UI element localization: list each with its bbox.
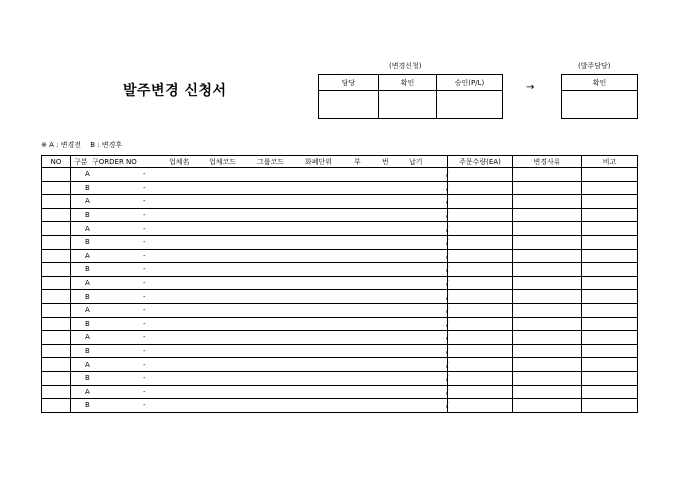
row-order-no: - bbox=[143, 306, 146, 315]
table-row bbox=[42, 385, 638, 399]
table-row bbox=[42, 276, 638, 290]
row-quantity-separator: / bbox=[446, 251, 449, 260]
approval-cell-manager[interactable] bbox=[319, 91, 379, 119]
header-reason: 변경사유 bbox=[513, 156, 582, 168]
row-order-no: - bbox=[143, 387, 146, 396]
row-type: B bbox=[85, 265, 90, 274]
row-main-cell[interactable] bbox=[71, 222, 448, 236]
row-order-no: - bbox=[143, 170, 146, 179]
row-remarks-cell[interactable] bbox=[582, 290, 638, 304]
order-manager-cell-confirm[interactable] bbox=[562, 91, 638, 119]
row-main-cell[interactable] bbox=[71, 181, 448, 195]
row-type: B bbox=[85, 319, 90, 328]
table-row bbox=[42, 290, 638, 304]
row-remarks-cell[interactable] bbox=[582, 385, 638, 399]
row-quantity-cell[interactable] bbox=[448, 371, 513, 385]
table-row bbox=[42, 222, 638, 236]
row-quantity-separator: / bbox=[446, 224, 449, 233]
row-main-cell[interactable] bbox=[71, 249, 448, 263]
row-order-no: - bbox=[143, 265, 146, 274]
table-row bbox=[42, 181, 638, 195]
row-main-cell[interactable] bbox=[71, 168, 448, 182]
row-no-cell[interactable] bbox=[42, 208, 71, 222]
approval-header-confirm: 확인 bbox=[379, 75, 437, 91]
row-remarks-cell[interactable] bbox=[582, 399, 638, 413]
row-reason-cell[interactable] bbox=[513, 235, 582, 249]
row-type: A bbox=[85, 197, 90, 206]
row-order-no: - bbox=[143, 347, 146, 356]
row-quantity-separator: / bbox=[446, 333, 449, 342]
row-reason-cell[interactable] bbox=[513, 371, 582, 385]
row-no-cell[interactable] bbox=[42, 249, 71, 263]
approval-header-manager: 담당 bbox=[319, 75, 379, 91]
row-remarks-cell[interactable] bbox=[582, 249, 638, 263]
row-reason-cell[interactable] bbox=[513, 344, 582, 358]
header-remarks: 비고 bbox=[582, 156, 638, 168]
row-remarks-cell[interactable] bbox=[582, 168, 638, 182]
row-quantity-cell[interactable] bbox=[448, 195, 513, 209]
row-reason-cell[interactable] bbox=[513, 195, 582, 209]
arrow: → bbox=[526, 82, 535, 93]
row-remarks-cell[interactable] bbox=[582, 181, 638, 195]
row-type: B bbox=[85, 401, 90, 410]
row-reason-cell[interactable] bbox=[513, 222, 582, 236]
row-type: A bbox=[85, 279, 90, 288]
row-quantity-separator: / bbox=[446, 265, 449, 274]
row-quantity-cell[interactable] bbox=[448, 208, 513, 222]
row-main-cell[interactable] bbox=[71, 371, 448, 385]
order-change-table bbox=[41, 155, 638, 413]
row-no-cell[interactable] bbox=[42, 331, 71, 345]
row-no-cell[interactable] bbox=[42, 195, 71, 209]
row-quantity-cell[interactable] bbox=[448, 344, 513, 358]
row-quantity-cell[interactable] bbox=[448, 290, 513, 304]
row-reason-cell[interactable] bbox=[513, 358, 582, 372]
row-type: B bbox=[85, 374, 90, 383]
table-row bbox=[42, 208, 638, 222]
order-manager-approval-box bbox=[561, 74, 638, 119]
header-number: 번 bbox=[382, 157, 389, 166]
row-quantity-separator: / bbox=[446, 183, 449, 192]
header-part: 부 bbox=[354, 157, 361, 166]
row-main-cell[interactable] bbox=[71, 290, 448, 304]
row-order-no: - bbox=[143, 319, 146, 328]
row-reason-cell[interactable] bbox=[513, 181, 582, 195]
row-quantity-separator: / bbox=[446, 238, 449, 247]
row-reason-cell[interactable] bbox=[513, 399, 582, 413]
row-no-cell[interactable] bbox=[42, 317, 71, 331]
header-group-code: 그룹코드 bbox=[257, 157, 285, 166]
row-quantity-cell[interactable] bbox=[448, 181, 513, 195]
row-remarks-cell[interactable] bbox=[582, 222, 638, 236]
row-main-cell[interactable] bbox=[71, 317, 448, 331]
header-delivery: 납기 bbox=[409, 157, 423, 166]
row-quantity-cell[interactable] bbox=[448, 276, 513, 290]
row-no-cell[interactable] bbox=[42, 371, 71, 385]
document-title: 발주변경 신청서 bbox=[123, 83, 227, 99]
row-order-no: - bbox=[143, 360, 146, 369]
row-reason-cell[interactable] bbox=[513, 168, 582, 182]
table-row bbox=[42, 331, 638, 345]
row-type: B bbox=[85, 347, 90, 356]
order-manager-header-confirm: 확인 bbox=[562, 75, 638, 91]
row-no-cell[interactable] bbox=[42, 399, 71, 413]
row-reason-cell[interactable] bbox=[513, 290, 582, 304]
row-main-cell[interactable] bbox=[71, 331, 448, 345]
row-order-no: - bbox=[143, 374, 146, 383]
row-order-no: - bbox=[143, 333, 146, 342]
row-reason-cell[interactable] bbox=[513, 276, 582, 290]
row-order-no: - bbox=[143, 401, 146, 410]
row-remarks-cell[interactable] bbox=[582, 358, 638, 372]
row-reason-cell[interactable] bbox=[513, 263, 582, 277]
row-main-cell[interactable] bbox=[71, 263, 448, 277]
row-quantity-cell[interactable] bbox=[448, 385, 513, 399]
row-main-cell[interactable] bbox=[71, 235, 448, 249]
row-type: B bbox=[85, 292, 90, 301]
row-remarks-cell[interactable] bbox=[582, 276, 638, 290]
row-no-cell[interactable] bbox=[42, 276, 71, 290]
row-quantity-separator: / bbox=[446, 292, 449, 301]
header-company-code: 업체코드 bbox=[209, 157, 237, 166]
row-main-cell[interactable] bbox=[71, 208, 448, 222]
row-no-cell[interactable] bbox=[42, 263, 71, 277]
row-remarks-cell[interactable] bbox=[582, 371, 638, 385]
row-reason-cell[interactable] bbox=[513, 249, 582, 263]
change-request-approval-box bbox=[318, 74, 503, 119]
row-main-cell[interactable] bbox=[71, 276, 448, 290]
row-quantity-separator: / bbox=[446, 360, 449, 369]
row-quantity-cell[interactable] bbox=[448, 303, 513, 317]
row-no-cell[interactable] bbox=[42, 385, 71, 399]
row-no-cell[interactable] bbox=[42, 222, 71, 236]
row-order-no: - bbox=[143, 238, 146, 247]
row-quantity-separator: / bbox=[446, 347, 449, 356]
row-order-no: - bbox=[143, 292, 146, 301]
table-row bbox=[42, 371, 638, 385]
row-no-cell[interactable] bbox=[42, 181, 71, 195]
row-quantity-separator: / bbox=[446, 401, 449, 410]
table-row bbox=[42, 263, 638, 277]
row-order-no: - bbox=[143, 224, 146, 233]
legend-note: ※ A : 변경전 B : 변경후 bbox=[41, 141, 123, 149]
row-quantity-cell[interactable] bbox=[448, 399, 513, 413]
row-quantity-cell[interactable] bbox=[448, 222, 513, 236]
header-main bbox=[71, 156, 448, 168]
row-remarks-cell[interactable] bbox=[582, 195, 638, 209]
table-row bbox=[42, 168, 638, 182]
header-order-no: 구ORDER NO bbox=[92, 157, 137, 166]
row-order-no: - bbox=[143, 211, 146, 220]
row-type: A bbox=[85, 360, 90, 369]
row-type: A bbox=[85, 170, 90, 179]
row-no-cell[interactable] bbox=[42, 344, 71, 358]
row-reason-cell[interactable] bbox=[513, 208, 582, 222]
row-order-no: - bbox=[143, 251, 146, 260]
row-main-cell[interactable] bbox=[71, 303, 448, 317]
header-company: 업체名 bbox=[169, 157, 190, 166]
row-type: B bbox=[85, 211, 90, 220]
row-main-cell[interactable] bbox=[71, 344, 448, 358]
row-quantity-separator: / bbox=[446, 279, 449, 288]
header-currency: 화폐단위 bbox=[305, 157, 333, 166]
row-quantity-cell[interactable] bbox=[448, 235, 513, 249]
row-no-cell[interactable] bbox=[42, 235, 71, 249]
approval-header-approve: 승인(P/L) bbox=[437, 75, 503, 91]
row-remarks-cell[interactable] bbox=[582, 235, 638, 249]
row-reason-cell[interactable] bbox=[513, 331, 582, 345]
table-row bbox=[42, 358, 638, 372]
row-order-no: - bbox=[143, 183, 146, 192]
row-reason-cell[interactable] bbox=[513, 303, 582, 317]
header-quantity: 주문수량(EA) bbox=[448, 156, 513, 168]
row-remarks-cell[interactable] bbox=[582, 344, 638, 358]
table-row bbox=[42, 344, 638, 358]
row-type: A bbox=[85, 333, 90, 342]
row-quantity-separator: / bbox=[446, 197, 449, 206]
row-no-cell[interactable] bbox=[42, 358, 71, 372]
order-manager-caption: (발주담당) bbox=[578, 62, 611, 70]
row-quantity-separator: / bbox=[446, 170, 449, 179]
table-row bbox=[42, 303, 638, 317]
approval-cell-confirm[interactable] bbox=[379, 91, 437, 119]
table-row bbox=[42, 235, 638, 249]
row-type: B bbox=[85, 183, 90, 192]
row-quantity-separator: / bbox=[446, 319, 449, 328]
row-quantity-cell[interactable] bbox=[448, 331, 513, 345]
row-remarks-cell[interactable] bbox=[582, 303, 638, 317]
row-remarks-cell[interactable] bbox=[582, 263, 638, 277]
row-quantity-cell[interactable] bbox=[448, 263, 513, 277]
row-main-cell[interactable] bbox=[71, 195, 448, 209]
row-quantity-separator: / bbox=[446, 387, 449, 396]
row-order-no: - bbox=[143, 197, 146, 206]
row-quantity-separator: / bbox=[446, 374, 449, 383]
row-remarks-cell[interactable] bbox=[582, 331, 638, 345]
table-row bbox=[42, 249, 638, 263]
row-type: A bbox=[85, 224, 90, 233]
header-no: NO bbox=[42, 156, 71, 168]
table-row bbox=[42, 195, 638, 209]
row-quantity-cell[interactable] bbox=[448, 249, 513, 263]
row-quantity-separator: / bbox=[446, 306, 449, 315]
row-no-cell[interactable] bbox=[42, 290, 71, 304]
header-type: 구분 bbox=[74, 157, 88, 166]
row-quantity-cell[interactable] bbox=[448, 358, 513, 372]
row-remarks-cell[interactable] bbox=[582, 208, 638, 222]
row-order-no: - bbox=[143, 279, 146, 288]
table-row bbox=[42, 399, 638, 413]
approval-cell-approve[interactable] bbox=[437, 91, 503, 119]
row-main-cell[interactable] bbox=[71, 385, 448, 399]
table-row bbox=[42, 317, 638, 331]
row-main-cell[interactable] bbox=[71, 358, 448, 372]
row-type: A bbox=[85, 306, 90, 315]
row-no-cell[interactable] bbox=[42, 303, 71, 317]
row-no-cell[interactable] bbox=[42, 168, 71, 182]
row-main-cell[interactable] bbox=[71, 399, 448, 413]
row-type: A bbox=[85, 387, 90, 396]
row-type: B bbox=[85, 238, 90, 247]
row-reason-cell[interactable] bbox=[513, 317, 582, 331]
row-quantity-cell[interactable] bbox=[448, 317, 513, 331]
row-type: A bbox=[85, 251, 90, 260]
row-remarks-cell[interactable] bbox=[582, 317, 638, 331]
table-header-row bbox=[42, 156, 638, 168]
row-quantity-cell[interactable] bbox=[448, 168, 513, 182]
row-quantity-separator: / bbox=[446, 211, 449, 220]
change-request-caption: (변경신청) bbox=[389, 62, 422, 70]
row-reason-cell[interactable] bbox=[513, 385, 582, 399]
